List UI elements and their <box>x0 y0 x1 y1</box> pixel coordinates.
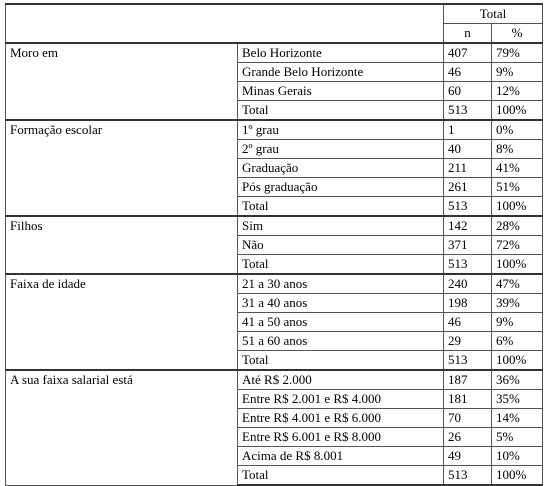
percent-cell: 79% <box>492 43 543 63</box>
count-cell: 60 <box>444 82 492 101</box>
percent-cell: 36% <box>492 370 543 390</box>
header-percent: % <box>492 24 543 44</box>
count-cell: 187 <box>444 370 492 390</box>
table-row <box>6 274 543 294</box>
count-cell: 70 <box>444 409 492 428</box>
count-cell: 29 <box>444 332 492 351</box>
category-cell: Entre R$ 4.001 e R$ 6.000 <box>238 409 444 428</box>
demographics-table <box>5 3 543 486</box>
percent-cell: 28% <box>492 216 543 236</box>
group-label: Faixa de idade <box>6 274 238 370</box>
category-cell: Total <box>238 101 444 121</box>
count-cell: 211 <box>444 159 492 178</box>
count-cell: 240 <box>444 274 492 294</box>
percent-cell: 72% <box>492 236 543 255</box>
category-cell: Total <box>238 197 444 217</box>
header-total: Total <box>444 4 543 24</box>
category-cell: Sim <box>238 216 444 236</box>
header-n: n <box>444 24 492 44</box>
percent-cell: 14% <box>492 409 543 428</box>
category-cell: Não <box>238 236 444 255</box>
category-cell: 2º grau <box>238 140 444 159</box>
count-cell: 407 <box>444 43 492 63</box>
percent-cell: 8% <box>492 140 543 159</box>
category-cell: 1º grau <box>238 120 444 140</box>
count-cell: 26 <box>444 428 492 447</box>
percent-cell: 100% <box>492 197 543 217</box>
count-cell: 513 <box>444 101 492 121</box>
category-cell: 41 a 50 anos <box>238 313 444 332</box>
percent-cell: 9% <box>492 313 543 332</box>
table-row <box>6 216 543 236</box>
header-row-1 <box>6 4 543 24</box>
category-cell: Total <box>238 466 444 486</box>
category-cell: Entre R$ 2.001 e R$ 4.000 <box>238 390 444 409</box>
percent-cell: 5% <box>492 428 543 447</box>
category-cell: 31 a 40 anos <box>238 294 444 313</box>
count-cell: 181 <box>444 390 492 409</box>
category-cell: Graduação <box>238 159 444 178</box>
category-cell: Entre R$ 6.001 e R$ 8.000 <box>238 428 444 447</box>
count-cell: 513 <box>444 197 492 217</box>
table-row <box>6 120 543 140</box>
category-cell: Grande Belo Horizonte <box>238 63 444 82</box>
category-cell: Acima de R$ 8.001 <box>238 447 444 466</box>
percent-cell: 100% <box>492 255 543 275</box>
category-cell: Até R$ 2.000 <box>238 370 444 390</box>
percent-cell: 0% <box>492 120 543 140</box>
category-cell: Belo Horizonte <box>238 43 444 63</box>
table-row <box>6 370 543 390</box>
category-cell: 21 a 30 anos <box>238 274 444 294</box>
percent-cell: 39% <box>492 294 543 313</box>
count-cell: 513 <box>444 351 492 371</box>
count-cell: 513 <box>444 255 492 275</box>
count-cell: 371 <box>444 236 492 255</box>
percent-cell: 9% <box>492 63 543 82</box>
count-cell: 513 <box>444 466 492 486</box>
group-label: Formação escolar <box>6 120 238 216</box>
percent-cell: 35% <box>492 390 543 409</box>
category-cell: 51 a 60 anos <box>238 332 444 351</box>
category-cell: Total <box>238 351 444 371</box>
percent-cell: 47% <box>492 274 543 294</box>
group-label: A sua faixa salarial está <box>6 370 238 485</box>
count-cell: 40 <box>444 140 492 159</box>
percent-cell: 6% <box>492 332 543 351</box>
table-row <box>6 43 543 63</box>
count-cell: 46 <box>444 313 492 332</box>
header-empty-cell <box>6 4 444 43</box>
category-cell: Total <box>238 255 444 275</box>
percent-cell: 100% <box>492 466 543 486</box>
count-cell: 49 <box>444 447 492 466</box>
percent-cell: 12% <box>492 82 543 101</box>
count-cell: 1 <box>444 120 492 140</box>
percent-cell: 10% <box>492 447 543 466</box>
category-cell: Minas Gerais <box>238 82 444 101</box>
count-cell: 261 <box>444 178 492 197</box>
count-cell: 142 <box>444 216 492 236</box>
percent-cell: 100% <box>492 101 543 121</box>
count-cell: 198 <box>444 294 492 313</box>
percent-cell: 41% <box>492 159 543 178</box>
category-cell: Pós graduação <box>238 178 444 197</box>
percent-cell: 100% <box>492 351 543 371</box>
group-label: Moro em <box>6 43 238 120</box>
group-label: Filhos <box>6 216 238 274</box>
count-cell: 46 <box>444 63 492 82</box>
percent-cell: 51% <box>492 178 543 197</box>
